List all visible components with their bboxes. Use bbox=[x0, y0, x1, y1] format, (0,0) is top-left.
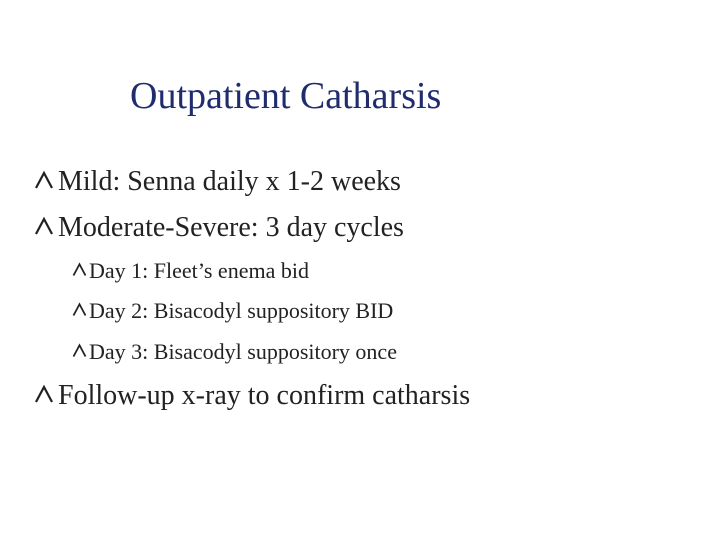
caret-bullet-icon bbox=[72, 343, 87, 358]
sub-bullet-item bbox=[72, 336, 397, 368]
bullet-text: Follow-up x-ray to confirm catharsis bbox=[58, 380, 471, 411]
caret-bullet-icon bbox=[34, 170, 54, 190]
caret-bullet-icon bbox=[72, 302, 87, 317]
bullet-text: Day 1: Fleet’s enema bid bbox=[89, 258, 309, 283]
sub-bullet-item bbox=[72, 295, 393, 327]
caret-bullet-icon bbox=[72, 262, 87, 277]
slide-title: Outpatient Catharsis bbox=[130, 75, 442, 117]
bullet-text: Day 2: Bisacodyl suppository BID bbox=[89, 298, 394, 323]
bullet-text: Day 3: Bisacodyl suppository once bbox=[89, 339, 397, 364]
bullet-item bbox=[34, 162, 401, 202]
bullet-text: Mild: Senna daily x 1-2 weeks bbox=[58, 166, 401, 197]
bullet-item bbox=[34, 208, 404, 248]
bullet-text: Moderate-Severe: 3 day cycles bbox=[58, 212, 404, 243]
caret-bullet-icon bbox=[34, 384, 54, 404]
sub-bullet-item bbox=[72, 255, 309, 287]
caret-bullet-icon bbox=[34, 216, 54, 236]
bullet-item bbox=[34, 376, 470, 416]
